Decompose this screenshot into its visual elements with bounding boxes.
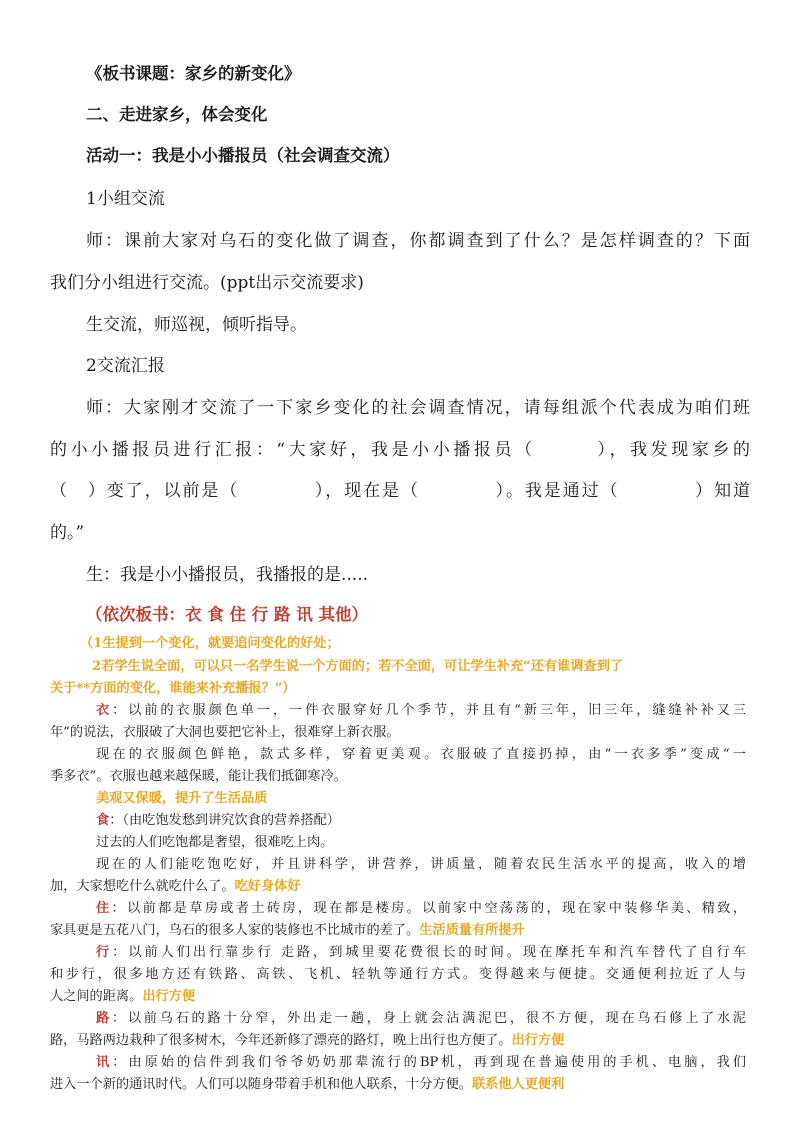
travel-lead: 行 <box>96 945 113 960</box>
clothing-line4: 季多衣”。衣服也越来越保暖，能让我们抵御寒冷。 <box>50 769 347 784</box>
clothing-lead: 衣 <box>96 703 113 718</box>
housing-line1: 住：以前都是草房或者土砖房，现在都是楼房。以前家中空荡荡的，现在家中装修华美、精致， <box>96 901 747 916</box>
section-two-heading: 二、走进家乡，体会变化 <box>86 105 268 124</box>
food-benefit: 吃好身体好 <box>234 879 301 894</box>
food-line3: 现在的人们能吃饱吃好，并且讲科学，讲营养，讲质量，随着农民生活水平的提高，收入的增 <box>96 857 746 872</box>
travel-benefit: 出行方便 <box>142 989 196 1004</box>
activity-one-heading: 活动一：我是小小播报员（社会调查交流） <box>86 146 400 165</box>
teacher-question-line2: 我们分小组进行交流。(ppt出示交流要求) <box>50 273 364 293</box>
teacher-question-line1: 师：课前大家对乌石的变化做了调查，你都调查到了什么？是怎样调查的？下面 <box>86 231 750 251</box>
housing-lead: 住 <box>96 901 112 916</box>
clothing-line3: 现在的衣服颜色鲜艳，款式多样，穿着更美观。衣服破了直接扔掉，由“一衣多季”变成“一 <box>96 747 746 762</box>
road-benefit: 出行方便 <box>511 1033 565 1048</box>
board-sequence: （依次板书：衣 食 住 行 路 讯 其他） <box>86 605 368 624</box>
road-line1: 路：以前乌石的路十分窄，外出走一趟，身上就会沾满泥巴，很不方便，现在乌石修上了水泥 <box>96 1011 746 1026</box>
comm-line1: 讯：由原始的信件到我们爷爷奶奶那辈流行的BP机，再到现在普遍使用的手机、电脑，我们 <box>96 1055 747 1070</box>
food-lead: 食 <box>96 813 110 828</box>
clothing-benefit: 美观又保暖，提升了生活品质 <box>96 791 268 806</box>
clothing-line2: 年”的说法，衣服破了大洞也要把它补上，很难穿上新衣服。 <box>50 725 400 740</box>
food-line2: 过去的人们吃饱都是奢望，很难吃上肉。 <box>96 835 334 850</box>
teacher-report-line2: 的小小播报员进行汇报：“大家好，我是小小播报员（ ），我发现家乡的 <box>50 440 750 460</box>
road-lead: 路 <box>96 1011 112 1026</box>
step2-label: 2交流汇报 <box>86 356 165 376</box>
food-line1: 食：（由吃饱发愁到讲究饮食的营养搭配） <box>96 813 340 828</box>
teacher-report-line3: （ ）变了，以前是（ ），现在是（ ）。我是通过（ ）知道 <box>50 481 750 501</box>
board-title: 《板书课题：家乡的新变化》 <box>86 64 301 83</box>
road-line2: 路，马路两边栽种了很多树木，今年还新修了漂亮的路灯，晚上出行也方便了。出行方便 <box>50 1033 565 1048</box>
travel-line2: 和步行，很多地方还有铁路、高铁、飞机、轻轨等通行方式。变得越来与便捷。交通便利拉近了人与 <box>50 967 746 982</box>
food-line4: 加，大家想吃什么就吃什么了。吃好身体好 <box>50 879 301 894</box>
teacher-note-2-line2: 关于**方面的变化，谁能来补充播报？”） <box>50 681 296 696</box>
comm-benefit: 联系他人更便利 <box>472 1077 565 1092</box>
housing-line2: 家具更是五花八门，乌石的很多人家的装修也不比城市的差了。生活质量有所提升 <box>50 923 525 938</box>
student-report: 生：我是小小播报员，我播报的是..... <box>86 565 369 585</box>
step1-label: 1小组交流 <box>86 189 165 209</box>
student-exchange: 生交流，师巡视，倾听指导。 <box>86 315 307 335</box>
teacher-note-1: （1生提到一个变化，就要追问变化的好处； <box>80 636 340 651</box>
comm-line2: 进入一个新的通讯时代。人们可以随身带着手机和他人联系，十分方便。联系他人更便利 <box>50 1077 565 1092</box>
housing-benefit: 生活质量有所提升 <box>419 923 525 938</box>
comm-lead: 讯 <box>96 1055 113 1070</box>
travel-line3: 人之间的距离。出行方便 <box>50 989 196 1004</box>
teacher-report-line1: 师：大家刚才交流了一下家乡变化的社会调查情况，请每组派个代表成为咱们班 <box>86 398 750 418</box>
teacher-note-2-line1: 2若学生说全面，可以只一名学生说一个方面的；若不全面，可让学生补充“还有谁调查到了 <box>92 659 624 674</box>
teacher-report-line4: 的。” <box>50 523 85 543</box>
travel-line1: 行：以前人们出行靠步行 走路，到城里要花费很长的时间。现在摩托车和汽车替代了自行车 <box>96 945 746 960</box>
clothing-line1: 衣：以前的衣服颜色单一，一件衣服穿好几个季节，并且有“新三年，旧三年，缝缝补补又三 <box>96 703 747 718</box>
